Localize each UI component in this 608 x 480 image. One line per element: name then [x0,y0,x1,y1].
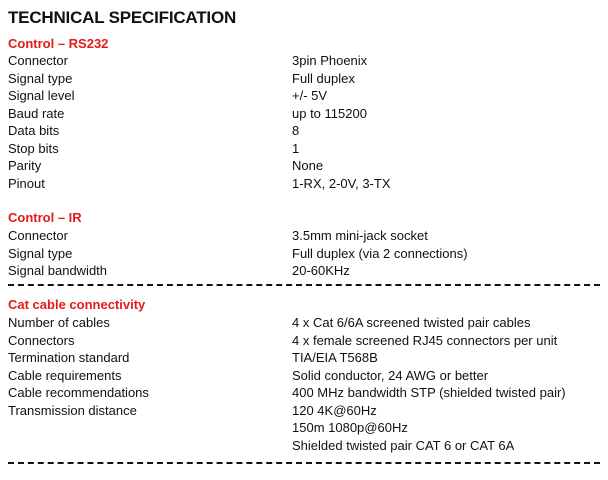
spec-value: 120 4K@60Hz [292,402,377,418]
spec-label: Cable recommendations [8,385,149,400]
spec-label: Connectors [8,332,75,348]
spec-row [0,52,608,69]
spec-value: 1-RX, 2-0V, 3-TX [292,175,391,191]
spec-label: Connector [8,53,68,68]
spec-row [0,367,608,384]
page-title: TECHNICAL SPECIFICATION [8,8,237,27]
spec-value: 1 [292,140,300,156]
spec-row [0,140,608,157]
spec-label: Cable requirements [8,367,122,383]
section-heading-rs232: Control – RS232 [8,36,109,51]
spec-row [0,70,608,87]
spec-label: Termination standard [8,350,130,365]
section-heading-cat-cable: Cat cable connectivity [8,297,146,312]
spec-label: Baud rate [8,105,65,121]
spec-label: Signal bandwidth [8,263,108,278]
spec-row [0,87,608,104]
spec-row [0,419,608,436]
spec-row [0,175,608,192]
spec-row [0,349,608,366]
spec-row [0,227,608,244]
spec-label: Transmission distance [8,402,137,418]
section-divider [8,462,600,464]
spec-value: None [292,158,324,173]
spec-value: Solid conductor, 24 AWG or better [292,367,489,383]
spec-label: Number of cables [8,315,110,330]
section-divider [8,284,600,286]
spec-row [0,262,608,279]
spec-row [0,157,608,174]
spec-label: Stop bits [8,140,59,156]
spec-value: up to 115200 [292,105,367,121]
spec-value: 20-60KHz [292,263,350,278]
section-heading-ir: Control – IR [8,210,82,225]
spec-label: Connector [8,228,68,243]
spec-row [0,402,608,419]
spec-value: 4 x Cat 6/6A screened twisted pair cables [292,315,531,330]
spec-value: 3.5mm mini-jack socket [292,228,428,243]
spec-row [0,105,608,122]
spec-row [0,384,608,401]
spec-label: Signal type [8,245,73,261]
spec-label: Signal level [8,88,75,103]
spec-value: TIA/EIA T568B [292,350,378,365]
spec-value: +/- 5V [292,88,328,103]
spec-label: Signal type [8,70,73,86]
spec-value: 8 [292,123,300,138]
spec-value: Full duplex [292,70,355,86]
spec-value: 150m 1080p@60Hz [292,420,408,435]
spec-value: 400 MHz bandwidth STP (shielded twisted pair) [292,385,566,400]
spec-label: Pinout [8,175,45,191]
spec-value: 4 x female screened RJ45 connectors per unit [292,332,558,348]
spec-row [0,314,608,331]
spec-value: Full duplex (via 2 connections) [292,245,468,261]
spec-value: Shielded twisted pair CAT 6 or CAT 6A [292,437,515,453]
spec-row [0,122,608,139]
spec-label: Data bits [8,123,60,138]
spec-value: 3pin Phoenix [292,53,368,68]
spec-row [0,332,608,349]
spec-row [0,245,608,262]
spec-label: Parity [8,158,42,173]
spec-row [0,437,608,454]
